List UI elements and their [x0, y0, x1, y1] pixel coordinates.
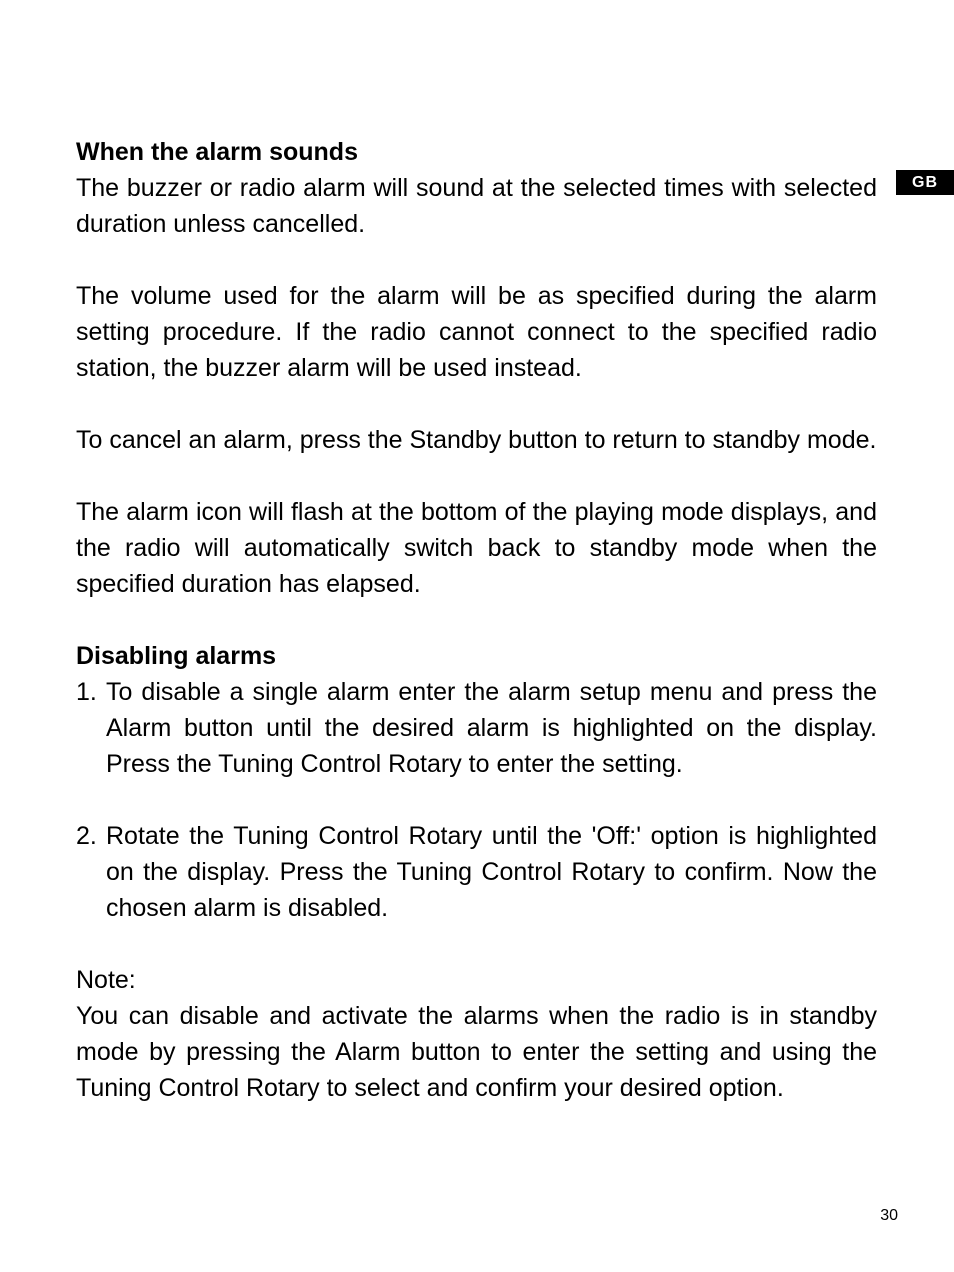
page-content — [76, 134, 877, 1106]
list-item — [76, 674, 877, 782]
page-number: 30 — [880, 1207, 898, 1224]
heading-alarm-sounds: When the alarm sounds — [76, 138, 358, 166]
heading-disabling-alarms: Disabling alarms — [76, 642, 277, 670]
paragraph-alarm-sound-times: The buzzer or radio alarm will sound at the selected times with selected duration unless cancelled. — [76, 174, 877, 238]
list-item — [76, 818, 877, 926]
paragraph-alarm-icon-flash: The alarm icon will flash at the bottom of the playing mode displays, and the radio will automatically switch back to standby mode when the specified duration has elapsed. — [76, 498, 877, 598]
note-text: You can disable and activate the alarms when the radio is in standby mode by pressing the Alarm button to enter the setting and using the Tuning Control Rotary to select and confirm your desired option. — [76, 1002, 877, 1102]
language-badge: GB — [896, 170, 954, 195]
disable-steps-list — [76, 674, 877, 926]
paragraph-alarm-volume: The volume used for the alarm will be as specified during the alarm setting procedure. If the radio cannot connect to the specified radio station, the buzzer alarm will be used instead. — [76, 282, 877, 382]
step-number: 1. — [76, 678, 97, 706]
paragraph-cancel-alarm: To cancel an alarm, press the Standby button to return to standby mode. — [76, 426, 877, 454]
step-number: 2. — [76, 822, 97, 850]
step-text: Rotate the Tuning Control Rotary until the 'Off:' option is highlighted on the display. Press the Tuning Control Rotary to confirm. Now the chosen alarm is disabled. — [106, 822, 877, 922]
step-text: To disable a single alarm enter the alarm setup menu and press the Alarm button until the desired alarm is highlighted on the display. Press the Tuning Control Rotary to enter the setting. — [106, 678, 877, 778]
note-label: Note: — [76, 966, 136, 994]
